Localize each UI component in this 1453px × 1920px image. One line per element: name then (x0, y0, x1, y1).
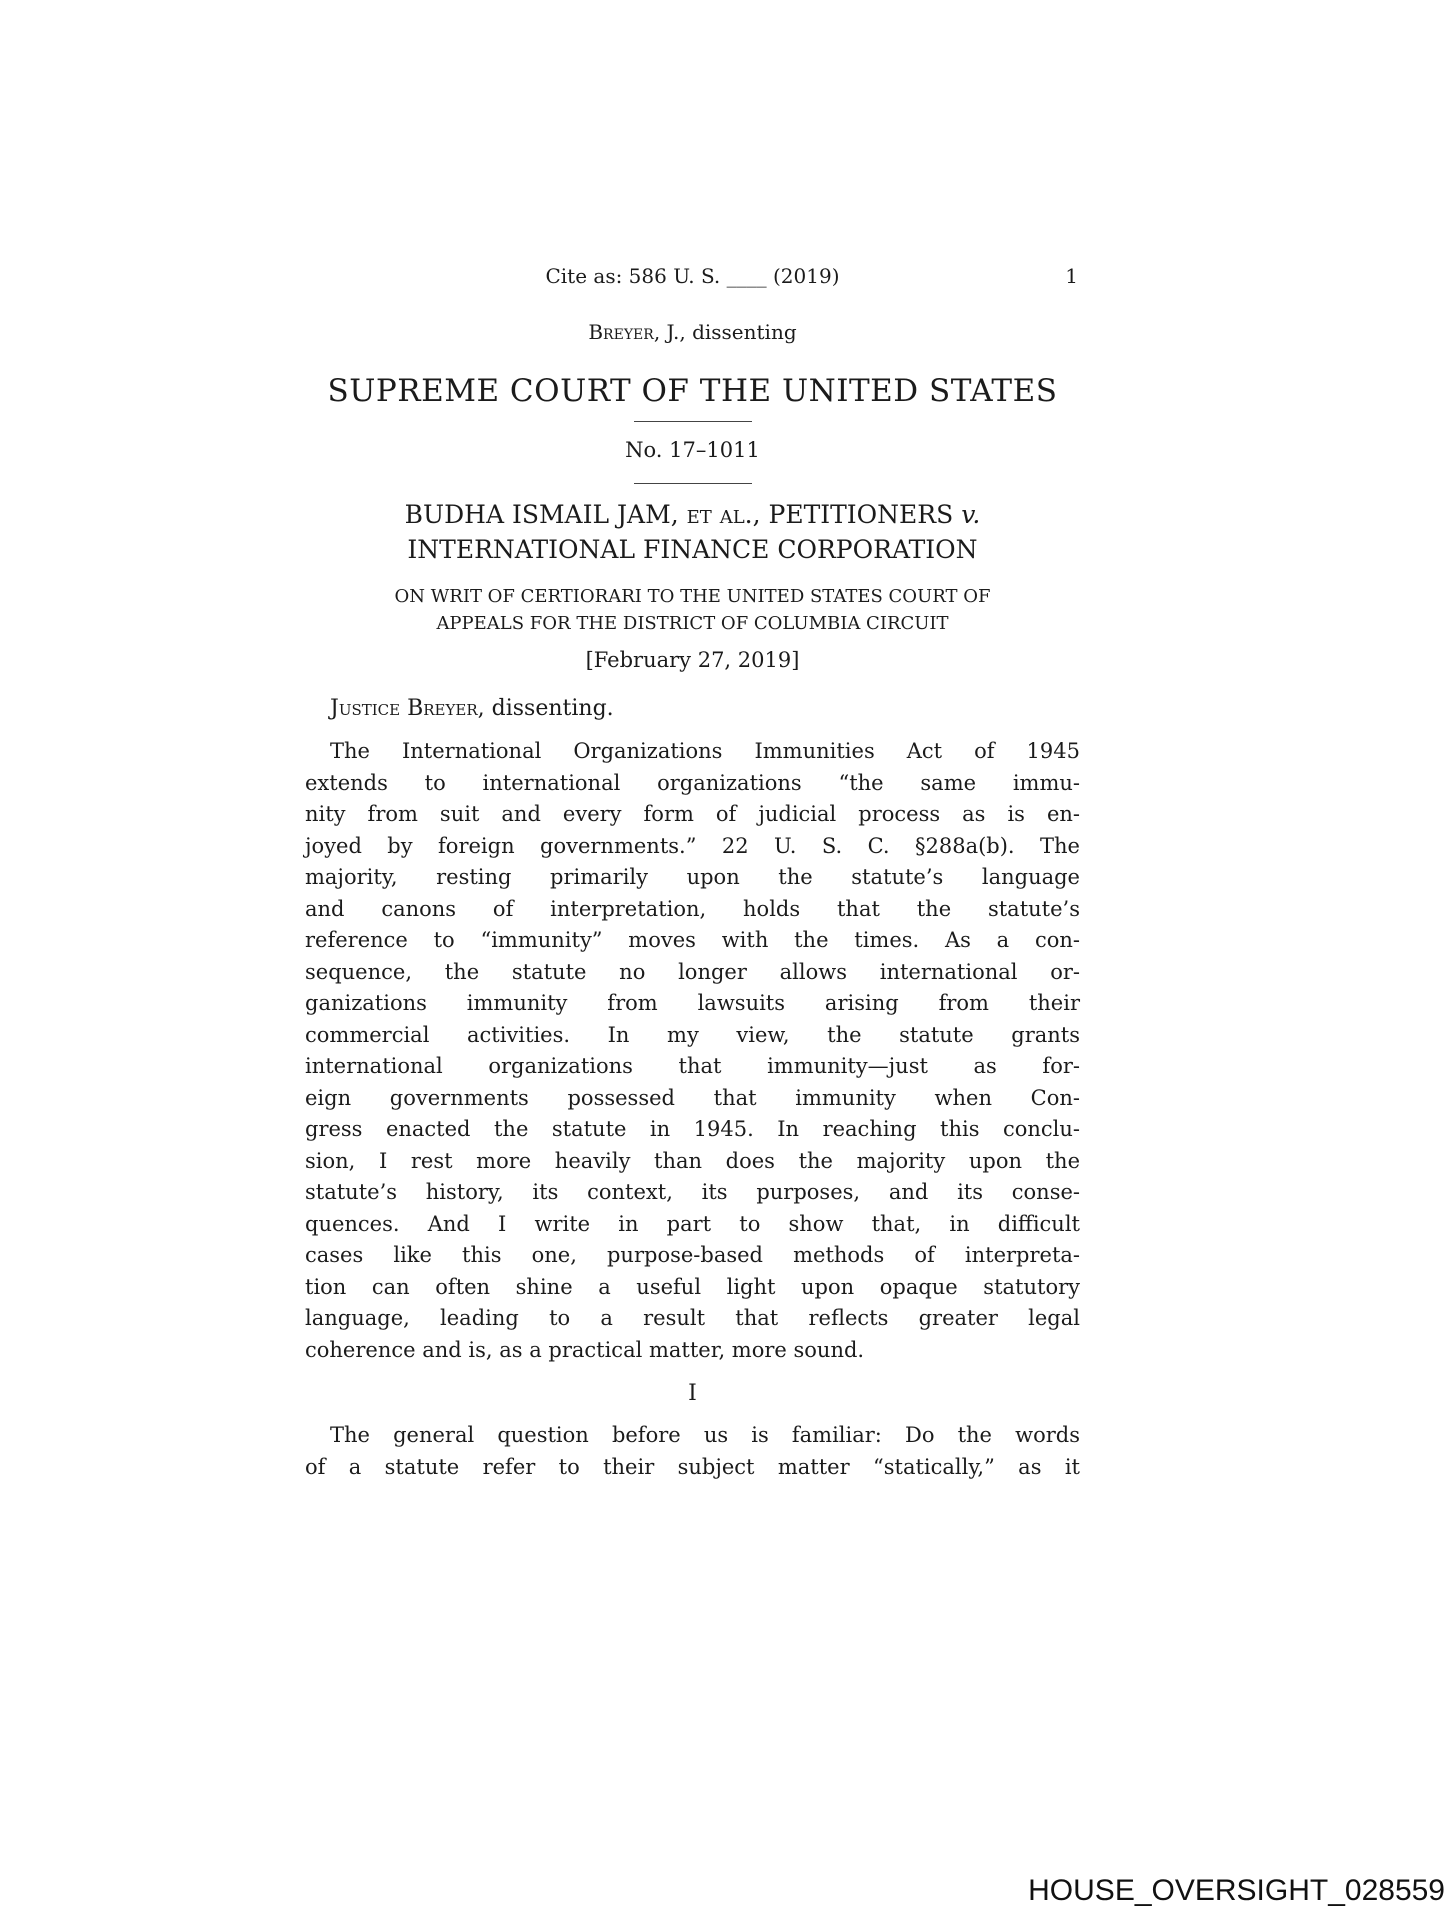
opinion-line: cases like this one, purpose-based methods of interpreta- (305, 1243, 1080, 1267)
et-al: et al., (686, 500, 761, 529)
versus: v. (961, 500, 981, 529)
opinion-author-name: Justice Breyer (330, 696, 478, 721)
writ-line1: ON WRIT OF CERTIORARI TO THE UNITED STATES COURT OF (394, 586, 991, 607)
opinion-line: nity from suit and every form of judicial process as is en- (305, 802, 1080, 826)
case-title-line1 (305, 497, 1080, 532)
opinion-line: ganizations immunity from lawsuits arising from their (305, 991, 1080, 1015)
opinion-line: quences. And I write in part to show that, in difficult (305, 1211, 1080, 1236)
text-column (305, 0, 1080, 1483)
opinion-line: tion can often shine a useful light upon opaque statutory (305, 1274, 1080, 1299)
opinion-line: The International Organizations Immunities Act of 1945 (330, 739, 1080, 763)
running-head-justice-name: Breyer (588, 320, 654, 344)
opinion-line: The general question before us is familiar: Do the words (330, 1423, 1080, 1447)
opinion-author (305, 696, 1080, 722)
decision-date: [February 27, 2019] (585, 648, 800, 672)
running-head (305, 320, 1080, 344)
writ-line2: APPEALS FOR THE DISTRICT OF COLUMBIA CIRCUIT (436, 613, 949, 634)
opinion-author-rest: , dissenting. (477, 696, 614, 721)
section-heading: I (688, 1381, 697, 1406)
bates-stamp: HOUSE_OVERSIGHT_028559 (1028, 1874, 1445, 1907)
divider-rule (634, 483, 752, 484)
opinion-line: gress enacted the statute in 1945. In reaching this conclu- (305, 1117, 1080, 1141)
opinion-line: majority, resting primarily upon the statute’s language (305, 865, 1080, 889)
opinion-line: of a statute refer to their subject matter “statically,” as it (305, 1454, 1080, 1479)
cite-line: Cite as: 586 U. S. ____ (2019) (545, 264, 840, 288)
case-title-line2: INTERNATIONAL FINANCE CORPORATION (407, 535, 978, 564)
opinion-paragraph (305, 736, 1080, 1366)
page-header (305, 264, 1080, 288)
opinion-line: commercial activities. In my view, the statute grants (305, 1022, 1080, 1047)
opinion-line: extends to international organizations “the same immu- (305, 770, 1080, 795)
opinion-line: and canons of interpretation, holds that the statute’s (305, 896, 1080, 921)
petitioners-label: PETITIONERS (760, 500, 962, 529)
writ-statement (305, 583, 1080, 637)
opinion-line: sequence, the statute no longer allows international or- (305, 959, 1080, 984)
petitioner-name: BUDHA ISMAIL JAM, (404, 500, 687, 529)
docket-number: No. 17–1011 (625, 438, 760, 462)
opinion-line: statute’s history, its context, its purposes, and its conse- (305, 1180, 1080, 1204)
opinion-line: sion, I rest more heavily than does the majority upon the (305, 1148, 1080, 1173)
opinion-line: language, leading to a result that reflects greater legal (305, 1306, 1080, 1330)
opinion-line: eign governments possessed that immunity when Con- (305, 1085, 1080, 1110)
opinion-paragraph (305, 1420, 1080, 1483)
divider-rule (634, 421, 752, 422)
opinion-line: reference to “immunity” moves with the times. As a con- (305, 928, 1080, 952)
opinion-line: international organizations that immunity—just as for- (305, 1054, 1080, 1078)
running-head-rest: , J., dissenting (653, 320, 797, 344)
opinion-line: joyed by foreign governments.” 22 U. S. C. §288a(b). The (305, 833, 1080, 858)
case-title (305, 497, 1080, 567)
opinion-line: coherence and is, as a practical matter, more sound. (305, 1337, 865, 1362)
court-title: SUPREME COURT OF THE UNITED STATES (327, 373, 1058, 409)
page-number: 1 (1065, 264, 1078, 288)
